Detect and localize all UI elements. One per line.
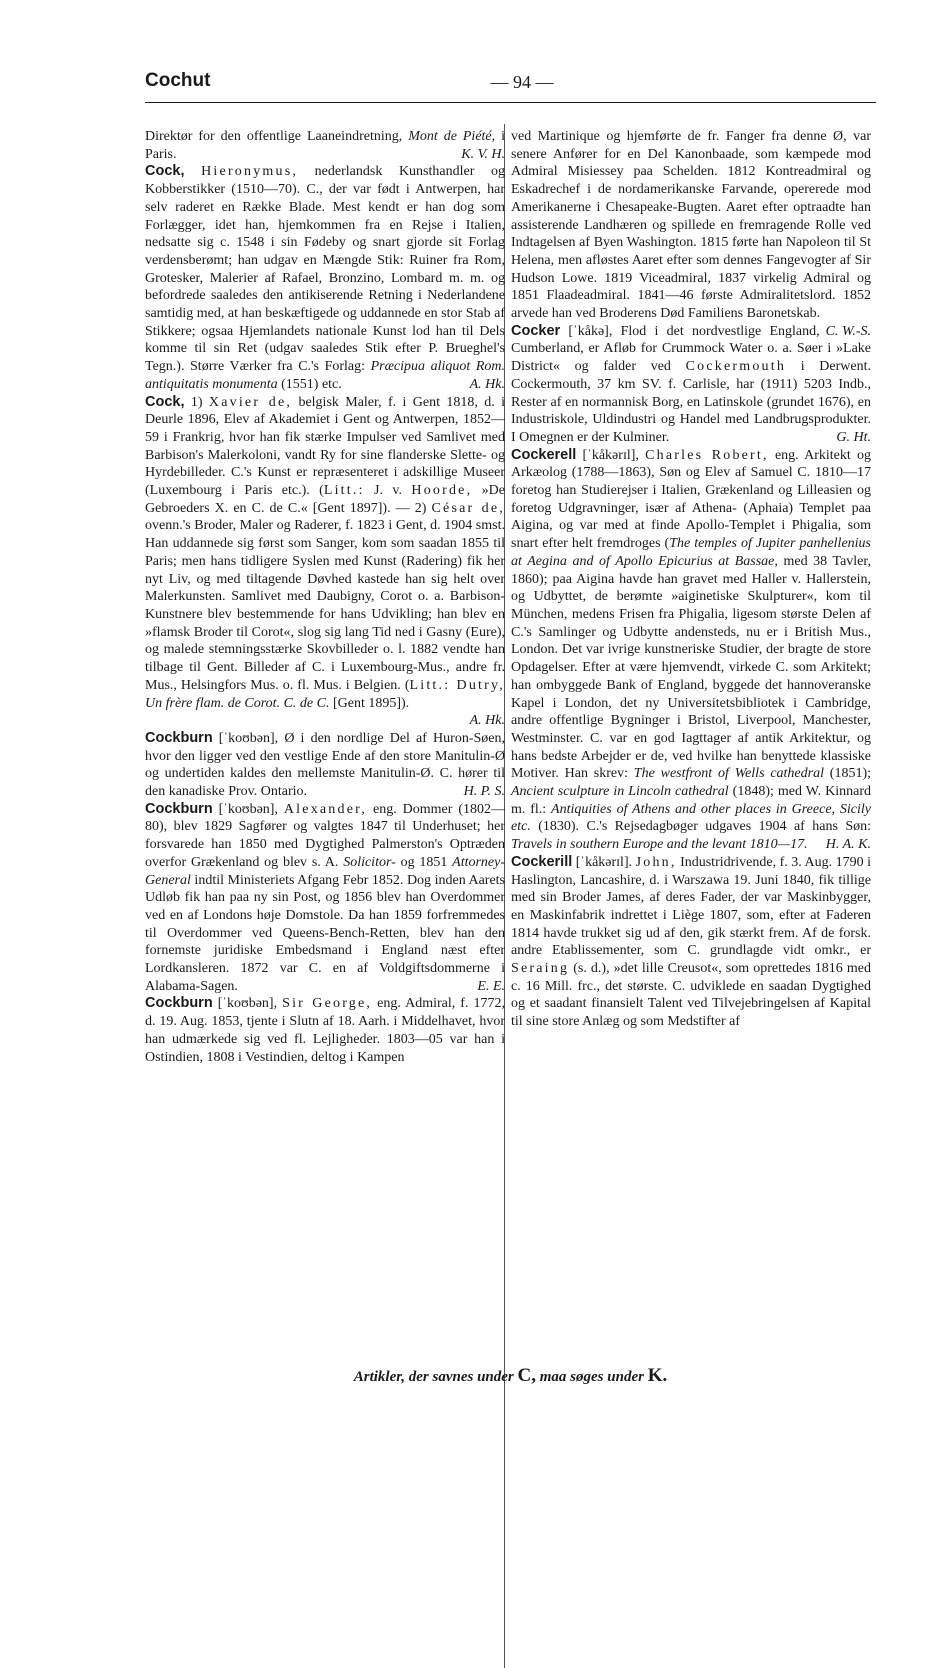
entry-name: Sir George, [282, 996, 373, 1012]
entry-name: John, [635, 854, 677, 870]
entry-cockerell: Cockerell [ˈkåkərɪl], Charles Robert, eng. Arkitekt og Arkæolog (1788—1863), Søn og Elev af Samuel C. 1810—17 foretog han Studierejser i Italien, Grækenland og Lilleasien og foretog Udgravninger, især af Athena- (Aphaia) Templet paa Aigina, og var med at finde Apollo-Templet i Phigalia, som snart efter helt fremdroges (The temples of Jupiter panhellenius at Aegina and of Apollo Epicurius at Bassae, med 38 Tavler, 1860); paa Aigina havde han gravet med Haller v. Hallerstein, og Udbyttet, de berømte »aiginetiske Skulpturer«, kom til München, medens Frisen fra Phigalia, ligesom største Delen af C.'s Samlinger og Udbytte andensteds, nu er i British Mus., London. Det var ivrige kunstneriske Studier, der bragte de store Opdagelser. Efter at være hjemvendt, virkede C. som Arkitekt; han ombyggede Bank of England, byggede det hannoveranske Kapel i London, det ny Universitetsbibliotek i Cambridge, andre offentlige Bygninger i Bristol, Liverpool, Manchester, Westminster. C. var en god Iagttager af antik Arkitektur, og hans bedste Arbejder er de, ved hvilke han benyttede klassiske Motiver. Han skrev: The westfront of Wells cathedral (1851); Ancient sculpture in Lincoln cathedral (1848); med W. Kinnard m. fl.: Antiquities of Athens and other places in Greece, Sicily etc. (1830). C.'s Rejsedagbøger udgaves 1904 af hans Søn: Travels in southern Europe and the levant 1810—17. H. A. K. [511, 446, 872, 853]
entry-cock-xavier: Cock, 1) Xavier de, belgisk Maler, f. i Gent 1818, d. i Deurle 1896, Elev af Akademiet i Gent og Antwerpen, 1852—59 i Frankrig, hvor han fik stærke Impulser ved Samlivet med Barbison's Malerkoloni, vandt Ry for sine flanderske Slette- og Hyrdebilleder. C.'s Kunst er repræsenteret i adskillige Museer (Luxembourg i Paris etc.). (Litt.: J. v. Hoorde, »De Gebroeders X. en C. de C.« [Gent 1897]). — 2) César de, ovenn.'s Broder, Maler og Raderer, f. 1823 i Gent, d. 1904 smst. Han uddannede sig først som Sanger, kom som saadan 1855 til Paris; men hans tidligere Syslen med Kunst (Radering) fik her nyt Liv, og med tiltagende Døvhed kastede han sig helt over Malerkunsten. Samlivet med Daubigny, Corot o. a. Barbison-Kunstnere blev bestemmende for hans Udvikling; han blev en »flamsk Broder til Corot«, slog sig lang Tid ned i Gasny (Eure), og malede stemningsstærke Skovbilleder o. l. 1882 vendte han tilbage til Gent. Billeder af C. i Luxembourg-Mus., andre fr. Mus., Helsingfors Mus. o. fl. Mus. i Belgien. (Litt.: Dutry, Un frère flam. de Corot. C. de C. [Gent 1895]). [145, 393, 505, 711]
headword: Cockburn [145, 995, 213, 1012]
entry-cockburn-island: Cockburn [ˈkoʊbən], Ø i den nordlige Del af Huron-Søen, hvor den ligger ved den vestlige Ende af den store Manitulin-Ø og undertiden kaldes den mellemste Manitulin-Ø. C. hører til den kanadiske Prov. Ontario. H. P. S. [145, 729, 505, 800]
author-signature: K. V. H. [461, 146, 505, 162]
entry-name: Xavier de, [208, 394, 293, 410]
entry-cock-hieronymus: Cock, Hieronymus, nederlandsk Kunsthandler og Kobberstikker (1510—70). C., der var født i Antwerpen, har selv raderet en Række Blade. Mest kendt er han dog som Forlægger, idet han, hjemkommen fra en Rejse i Italien, nedsatte sig c. 1548 i sin Fødeby og snart gjorde sit Forlag verdensberømt; han udgav en Mængde Stik: Ruiner fra Rom, Grotesker, Malerier af Rafael, Bronzino, Lombard m. m. og befordrede saaledes den antikiserende Retning i Nederlandene samtidig med, at han beskæftigede og uddannede en stor Stab af Stikkere; ogsaa Hjemlandets nationale Kunst lod han til Dels komme til sin Ret (udgav saaledes Stik efter P. Brueghel's Tegn.). Større Værker fra C.'s Forlag: Præcipua aliquot Rom. antiquitatis monumenta (1551) etc. A. Hk. [145, 163, 505, 392]
headword: Cockburn [145, 800, 213, 817]
page-number: — 94 — [490, 72, 554, 92]
author-signature: A. Hk. [469, 713, 505, 729]
entry-name: Hieronymus, [201, 164, 299, 180]
entry-name: Charles Robert, [645, 447, 769, 463]
entry-cockburn-george: Cockburn [ˈkoʊbən], Sir George, eng. Admiral, f. 1772, d. 19. Aug. 1853, tjente i Slutn af 18. Aarh. i Middelhavet, hvor han udmærkede sig ved fl. Lejligheder. 1803—05 var han i Ostindien, 1808 i Vestindien, deltog i Kampen [145, 995, 505, 1065]
headword: Cockburn [145, 729, 213, 746]
headword: Cock, [145, 393, 185, 410]
headword: Cockerill [511, 853, 573, 870]
headword: Cock, [145, 163, 185, 180]
entry-cockburn-alexander: Cockburn [ˈkoʊbən], Alexander, eng. Dommer (1802—80), blev 1829 Sagfører og valgtes 1847 til Underhuset; her forsvarede han 1850 med Dygtighed Palmerston's Optræden overfor Grækenland og blev s. A. Solicitor- og 1851 Attorney-General indtil Ministeriets Afgang Febr 1852. Dog inden Aarets Udløb fik han paa ny sin Post, og 1856 blev han Overdommer ved en af Londons høje Domstole. Da han 1859 forfremmedes til Overdommer ved Queens-Bench-Retten, blev han den fornemste juridiske Embedsmand i England næst efter Lordkansleren. 1872 var C. en af Voldgiftsdommerne i Alabama-Sagen. E. E. [145, 800, 506, 994]
author-signature: H. A. K. [825, 837, 871, 853]
left-column [145, 128, 505, 1066]
entry-continuation: Direktør for den offentlige Laaneindretning, Mont de Piété, i Paris. K. V. H. [145, 129, 505, 162]
entry-name: Alexander, [283, 801, 368, 817]
author-signature: H. P. S. [463, 784, 505, 800]
author-signature: E. E. [477, 978, 505, 994]
entry-cocker: Cocker [ˈkåkə], Flod i det nordvestlige England, Cumberland, er Afløb for Crummock Water o. a. Søer i »Lake District« og falder ved Cockermouth i Derwent. Cockermouth, 37 km SV. f. Carlisle, har (1911) 5203 Indb., Rester af en normannisk Borg, en Latinskole (grundet 1676), en Industriskole, Uldindustri og Handel med Landbrugsprodukter. I Omegnen er der Kulminer. G. Ht. [511, 322, 871, 445]
entry-cockerill: Cockerill [ˈkåkərɪl]. John, Industridrivende, f. 3. Aug. 1790 i Haslington, Lancashire, d. i Warszawa 19. Juni 1840, fik tillige med sin Broder James, af deres Fader, der var Maskinbygger, en Maskinfabrik indrettet i Liège 1807, som, efter at Faderen 1814 havde trukket sig ud af den, gik stærkt frem. Af de forsk. andre Etablissementer, som C. grundlagde vidt omkr., er Seraing (s. d.), »det lille Creusot«, som oprettedes 1816 med c. 16 Mill. frc., det største. C. udviklede en saadan Dygtighed og et saadant finansielt Talent ved Tilvejebringelsen af Kapital til sine store Anlæg og som Medstifter af [511, 853, 871, 1030]
author-signature: C. W.-S. [825, 323, 871, 339]
page-header [145, 66, 876, 103]
author-signature: A. Hk. [469, 376, 505, 392]
running-head: Cochut [145, 70, 211, 91]
headword: Cockerell [511, 446, 577, 463]
author-signature: G. Ht. [836, 429, 871, 445]
page-footer-note: Artikler, der savnes under C, maa søges under K. [353, 1365, 668, 1386]
right-column [511, 128, 871, 1031]
entry-continuation: ved Martinique og hjemførte de fr. Fanger fra denne Ø, var senere Anfører for en Del Kanonbaade, som kæmpede mod Admiral Misiessey paa Schelden. 1812 Kontreadmiral og Eskadrechef i de nordamerikanske Farvande, opererede mod Amerikanerne i Chesapeake-Bugten. Aaret efter optraadte han assisterende Landhæren og spillede en fremragende Rolle ved Indtagelsen af Byen Washington. 1815 førte han Napoleon til St Helena, men afløstes Aaret efter som dennes Fangevogter af Sir Hudson Lowe. 1819 Viceadmiral, 1837 virkelig Admiral og 1851 Flaadeadmiral. 1841—46 første Admiralitetslord. 1852 arvede han ved Broderens Død Familiens Baronetskab. C. W.-S. [511, 129, 871, 339]
headword: Cocker [511, 322, 561, 339]
